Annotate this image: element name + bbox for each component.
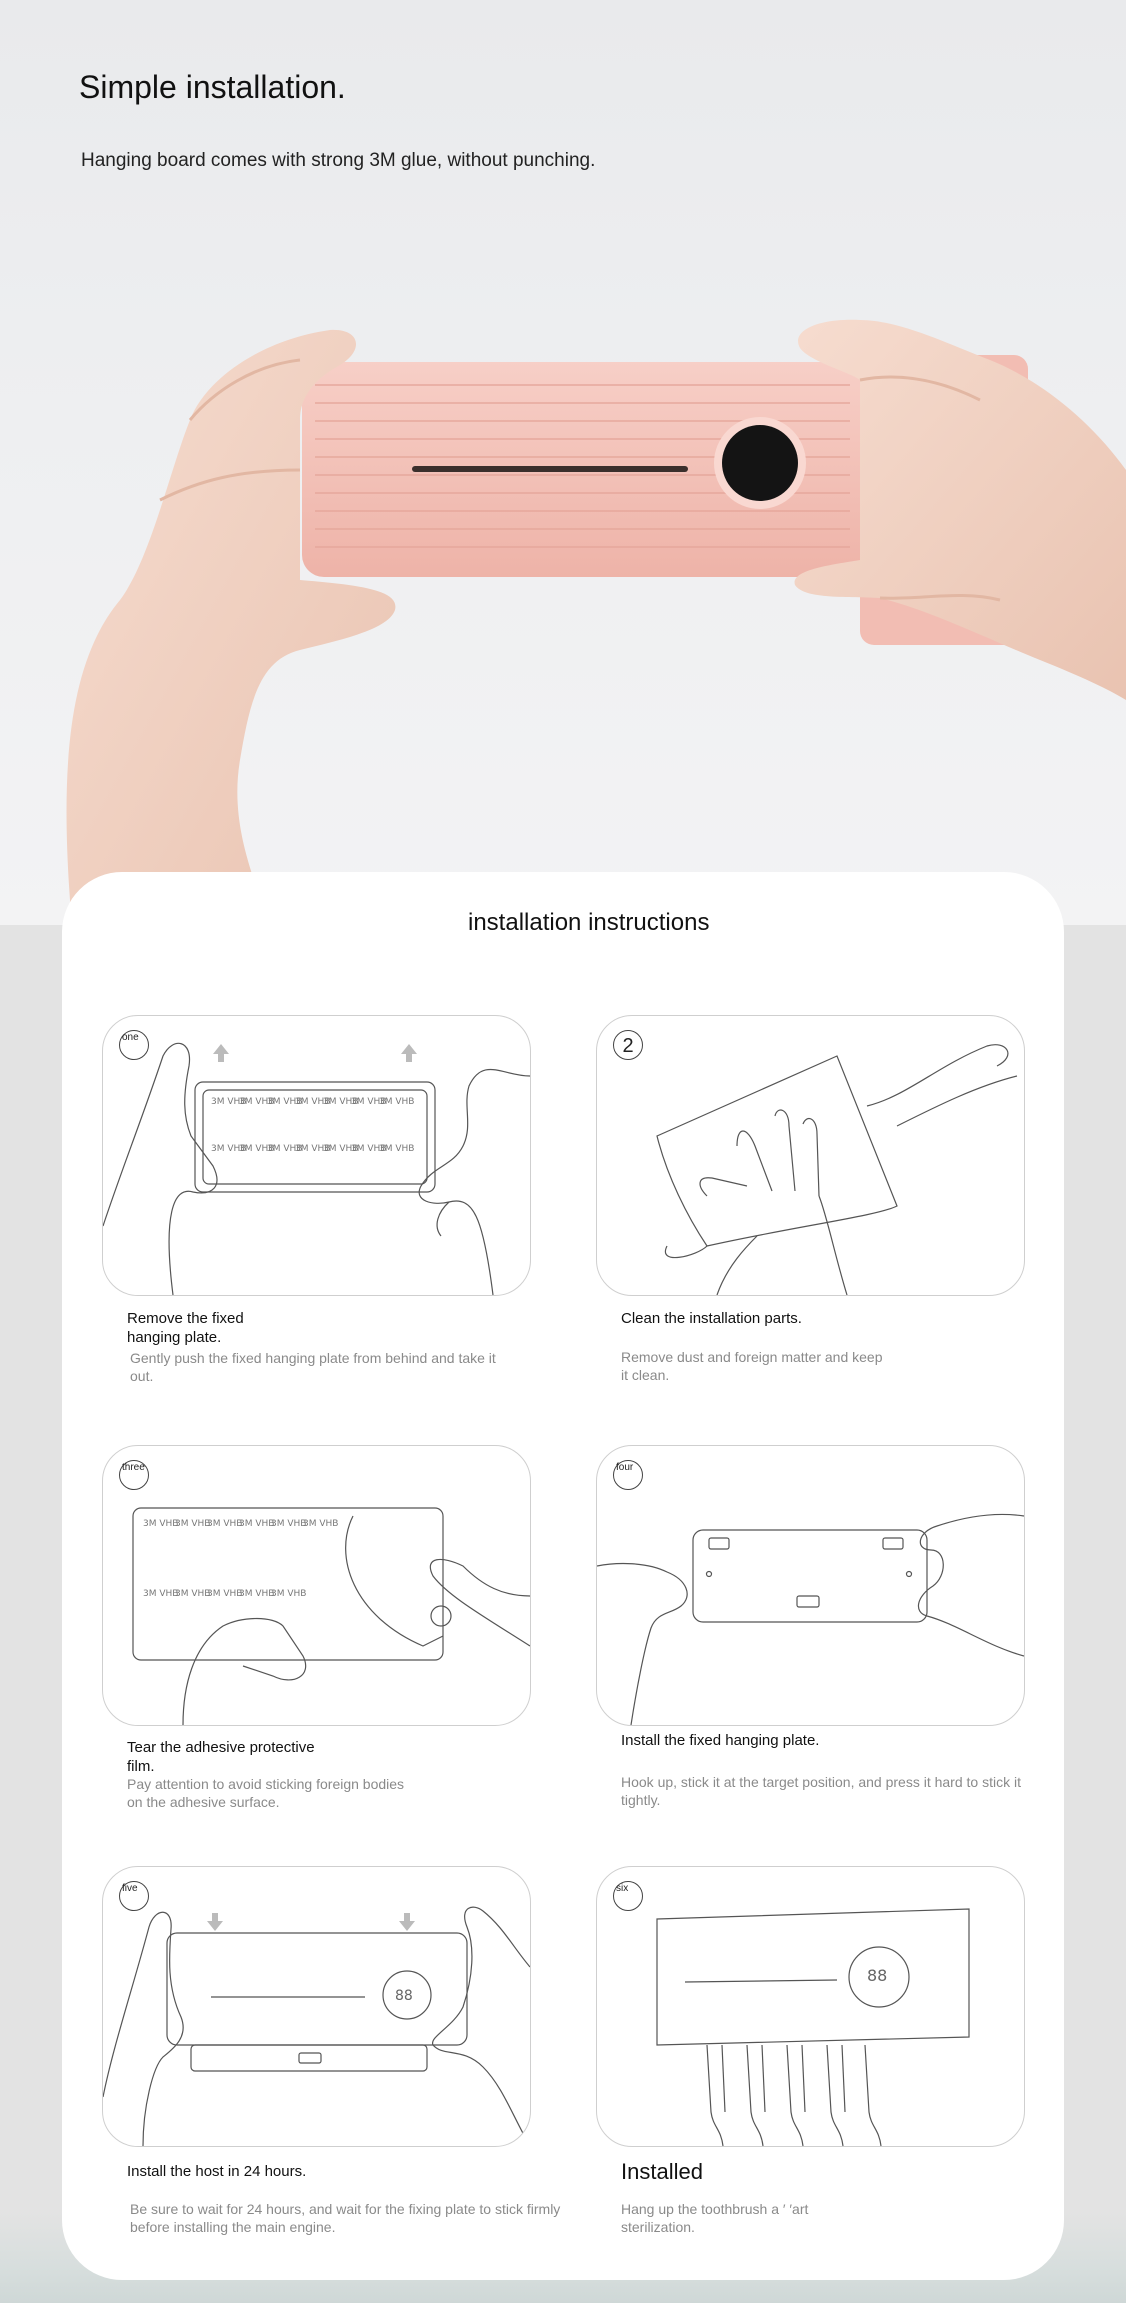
adhesive-label: 3M VHB — [267, 1097, 303, 1107]
step-2-heading: Clean the installation parts. — [621, 1310, 802, 1327]
step-5-badge: five — [119, 1881, 149, 1911]
adhesive-label: 3M VHB — [295, 1144, 331, 1154]
adhesive-label: 3M VHB — [351, 1144, 387, 1154]
step-1-heading: Remove the fixed hanging plate. — [127, 1310, 244, 1346]
adhesive-label: 3M VHB — [239, 1144, 275, 1154]
step-2-illustration — [596, 1015, 1025, 1296]
step-3-illustration — [102, 1445, 531, 1726]
step-3-heading: Tear the adhesive protective film. — [127, 1739, 315, 1775]
device-display-readout: 88 — [395, 1988, 413, 2004]
adhesive-label: 3M VHB — [303, 1519, 339, 1529]
step-3-badge: three — [119, 1460, 149, 1490]
toothbrush-sterilizer-device — [302, 362, 862, 577]
adhesive-label: 3M VHB — [271, 1519, 307, 1529]
step-2-badge: 2 — [613, 1030, 643, 1060]
step-5-illustration — [102, 1866, 531, 2147]
step-1-drawing — [103, 1016, 530, 1295]
step-1-description: Gently push the fixed hanging plate from behind and take it out. — [130, 1350, 496, 1384]
step-4-illustration — [596, 1445, 1025, 1726]
hero-title: Simple installation. — [79, 69, 346, 105]
adhesive-label: 3M VHB — [239, 1097, 275, 1107]
adhesive-label: 3M VHB — [267, 1144, 303, 1154]
adhesive-label: 3M VHB — [295, 1097, 331, 1107]
step-5-heading: Install the host in 24 hours. — [127, 2163, 307, 2180]
adhesive-label: 3M VHB — [239, 1519, 275, 1529]
adhesive-label: 3M VHB — [271, 1589, 307, 1599]
hero-section — [0, 0, 1126, 925]
hero-illustration — [0, 0, 1126, 925]
adhesive-label: 3M VHB — [323, 1144, 359, 1154]
adhesive-label: 3M VHB — [211, 1144, 247, 1154]
adhesive-label: 3M VHB — [207, 1519, 243, 1529]
installation-instructions-card — [62, 872, 1064, 2280]
adhesive-label: 3M VHB — [351, 1097, 387, 1107]
paste-slot — [412, 466, 688, 472]
adhesive-label: 3M VHB — [143, 1519, 179, 1529]
adhesive-label: 3M VHB — [379, 1144, 415, 1154]
step-4-badge: four — [613, 1460, 643, 1490]
adhesive-label: 3M VHB — [379, 1097, 415, 1107]
adhesive-label: 3M VHB — [175, 1519, 211, 1529]
step-1-illustration — [102, 1015, 531, 1296]
hero-subtitle: Hanging board comes with strong 3M glue, without punching. — [81, 150, 596, 171]
step-6-illustration — [596, 1866, 1025, 2147]
step-3-description: Pay attention to avoid sticking foreign bodies on the adhesive surface. — [127, 1776, 405, 1810]
step-6-description: Hang up the toothbrush a ′ ′art sterilization. — [621, 2201, 809, 2235]
adhesive-label: 3M VHB — [207, 1589, 243, 1599]
adhesive-label: 3M VHB — [323, 1097, 359, 1107]
step-4-heading: Install the fixed hanging plate. — [621, 1732, 820, 1749]
step-2-drawing — [597, 1016, 1024, 1295]
adhesive-label: 3M VHB — [211, 1097, 247, 1107]
step-6-heading: Installed — [621, 2159, 703, 2184]
step-4-description: Hook up, stick it at the target position, and press it hard to stick it tightly. — [621, 1774, 1021, 1808]
device-display-readout: 88 — [867, 1966, 888, 1985]
step-4-drawing — [597, 1446, 1024, 1725]
adhesive-label: 3M VHB — [143, 1589, 179, 1599]
step-5-description: Be sure to wait for 24 hours, and wait for the fixing plate to stick firmly before installing the main engine. — [130, 2201, 561, 2235]
step-1-badge: one — [119, 1030, 149, 1060]
step-5-drawing — [103, 1867, 530, 2146]
step-6-badge: six — [613, 1881, 643, 1911]
step-6-drawing — [597, 1867, 1024, 2146]
step-3-drawing — [103, 1446, 530, 1725]
instructions-title: installation instructions — [468, 909, 710, 936]
adhesive-label: 3M VHB — [239, 1589, 275, 1599]
display-window — [722, 425, 798, 501]
step-2-description: Remove dust and foreign matter and keep it clean. — [621, 1349, 883, 1383]
adhesive-label: 3M VHB — [175, 1589, 211, 1599]
